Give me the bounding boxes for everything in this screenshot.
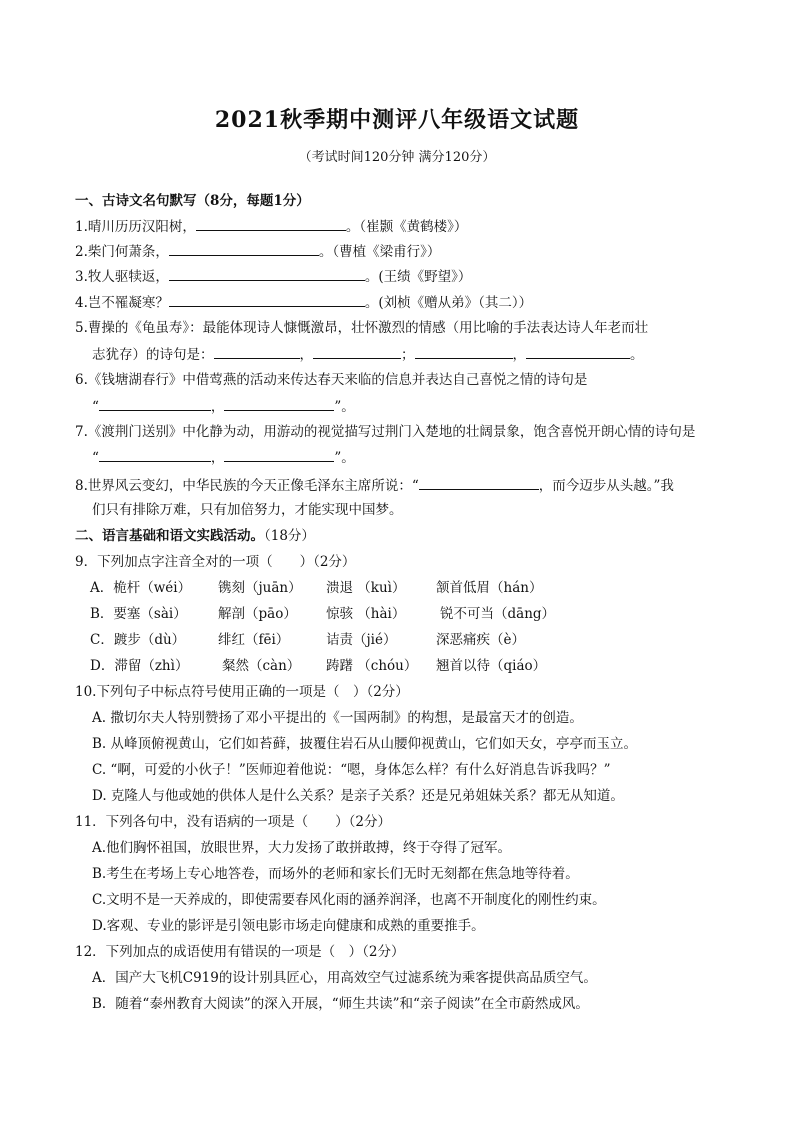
option-b4: 锐不可当（dāng） [440, 606, 556, 622]
option-a1: A．桅杆（wéi） [90, 580, 192, 596]
question-6-line1: 6.《钱塘湖春行》中借莺燕的活动来传达春天来临的信息并表达自己喜悦之情的诗句是 [75, 372, 588, 388]
question-11-option-a: A.他们胸怀祖国，放眼世界，大力发扬了敢拼敢搏，终于夺得了冠军。 [92, 840, 512, 856]
question-10-option-c: C. “啊，可爱的小伙子！”医师迎着他说：“嗯，身体怎么样？有什么好消息告诉我吗？” [92, 762, 611, 778]
question-10-option-a: A. 撒切尔夫人特别赞扬了邓小平提出的《一国两制》的构想，是最富天才的创造。 [92, 710, 583, 726]
option-d2: 粲然（càn） [222, 658, 301, 674]
option-c4: 深恶痛疾（è） [436, 632, 525, 648]
question-6-line2: “ ， ”。 [92, 399, 355, 415]
question-11-stem: 11．下列各句中，没有语病的一项是（ ）（2分） [75, 814, 392, 830]
answer-blank[interactable] [169, 267, 365, 281]
section2-heading: 二、语言基础和语文实践活动。（18分） [75, 528, 315, 544]
option-d3: 踌躇 （chóu） [326, 658, 418, 674]
answer-blank[interactable] [169, 242, 319, 256]
page-title: 2021秋季期中测评八年级语文试题 [214, 107, 580, 133]
question-12-stem: 12．下列加点的成语使用有错误的一项是（ ）（2分） [75, 944, 405, 960]
answer-blank[interactable] [419, 476, 539, 490]
question-3: 3.牧人驱犊返， 。(王绩《野望》） [75, 269, 472, 285]
question-5-line2: 志犹存）的诗句是： ， ； ， 。 [92, 347, 644, 363]
question-7-line2: “ ， ”。 [92, 450, 355, 466]
exam-subtitle: （考试时间120分钟 满分120分） [298, 150, 496, 165]
answer-blank[interactable] [313, 345, 401, 359]
question-7-line1: 7.《渡荆门送别》中化静为动，用游动的视觉描写过荆门入楚地的壮阔景象，饱含喜悦开朗心情的诗句是 [75, 424, 696, 440]
question-9-stem: 9．下列加点字注音全对的一项（ ）（2分） [75, 554, 356, 570]
answer-blank[interactable] [526, 345, 630, 359]
question-8-line1: 8.世界风云变幻，中华民族的今天正像毛泽东主席所说：“ ，而今迈步从头越。”我 [75, 478, 674, 494]
question-2: 2.柴门何萧条， 。（曹植《梁甫行》） [75, 244, 441, 260]
option-b1: B．要塞（sài） [90, 606, 187, 622]
question-12-option-a: A．国产大飞机C919的设计别具匠心，用高效空气过滤系统为乘客提供高品质空气。 [92, 970, 597, 986]
question-10-stem: 10.下列句子中标点符号使用正确的一项是（ ）（2分） [75, 684, 409, 700]
answer-blank[interactable] [224, 448, 334, 462]
answer-blank[interactable] [224, 397, 334, 411]
question-5-line1: 5.曹操的《龟虽寿》：最能体现诗人慷慨激昂，壮怀激烈的情感（用比喻的手法表达诗人年老而壮 [75, 320, 649, 336]
option-c3: 诘责（jié） [326, 632, 397, 648]
question-8-line2: 们只有排除万难，只有加倍努力，才能实现中国梦。 [92, 502, 403, 518]
question-10-option-d: D. 克隆人与他或她的供体人是什么关系？是亲子关系？还是兄弟姐妹关系？都无从知道。 [92, 788, 624, 804]
answer-blank[interactable] [99, 448, 211, 462]
question-11-option-b: B.考生在考场上专心地答卷，而场外的老师和家长们无时无刻都在焦急地等待着。 [92, 866, 579, 882]
question-10-option-b: B. 从峰顶俯视黄山，它们如苔藓，披覆住岩石从山腰仰视黄山，它们如天女，亭亭而玉立。 [92, 736, 638, 752]
answer-blank[interactable] [196, 217, 346, 231]
option-a2: 镌刻（juān） [218, 580, 302, 596]
option-a3: 溃退 （kuì） [326, 580, 406, 596]
option-d4: 翘首以待（qiáo） [436, 658, 547, 674]
option-d1: D．滞留（zhì） [90, 658, 189, 674]
question-12-option-b: B．随着“泰州教育大阅读”的深入开展，“师生共读”和“亲子阅读”在全市蔚然成风。 [92, 996, 589, 1012]
question-11-option-d: D.客观、专业的影评是引领电影市场走向健康和成熟的重要推手。 [92, 918, 485, 934]
question-11-option-c: C.文明不是一天养成的，即使需要春风化雨的涵养润泽，也离不开制度化的刚性约束。 [92, 892, 606, 908]
answer-blank[interactable] [169, 293, 365, 307]
option-a4: 颔首低眉（hán） [436, 580, 543, 596]
answer-blank[interactable] [415, 345, 513, 359]
option-c2: 绯红（fēi） [218, 632, 290, 648]
question-4: 4.岂不罹凝寒？ 。(刘桢《赠从弟》（其二）） [75, 295, 533, 311]
question-1: 1.晴川历历汉阳树， 。（崔颢《黄鹤楼》） [75, 219, 468, 235]
section1-heading: 一、古诗文名句默写（8分，每题1分） [75, 193, 310, 209]
option-b2: 解剖（pāo） [218, 606, 297, 622]
answer-blank[interactable] [99, 397, 211, 411]
option-c1: C．踱步（dù） [90, 632, 186, 648]
answer-blank[interactable] [214, 345, 300, 359]
option-b3: 惊骇 （hài） [326, 606, 406, 622]
